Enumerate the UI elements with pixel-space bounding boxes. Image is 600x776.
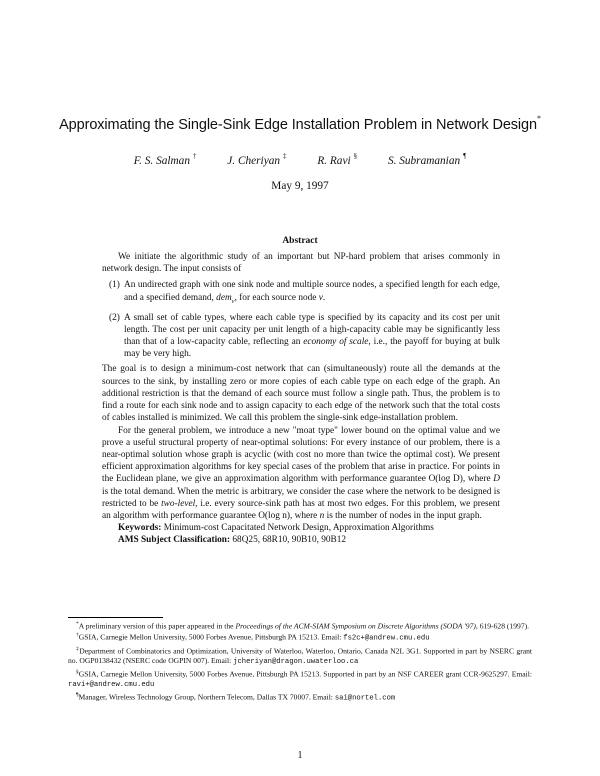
- abstract-intro: We initiate the algorithmic study of an important but NP-hard problem that arises commonly in network design. The input consists of: [102, 252, 500, 275]
- title-footnote-mark: *: [537, 114, 541, 123]
- abstract-goal-paragraph: The goal is to design a minimum-cost network that can (simultaneously) route all the demands at the sources to the sink, by installing zero or more copies of each cable type on each edge of the graph. An additional restriction is that the demand of each source must follow a single path. Thus, the problem is to find a route for each sink node and to assign capacity to each edge of the network such that the total costs of cables installed is minimized. We call this problem the single-sink edge-installation problem.: [102, 364, 500, 424]
- footnote: †GSIA, Carnegie Mellon University, 5000 Forbes Avenue, Pittsburgh PA 15213. Email: fs2c+@andrew.cmu.edu: [76, 632, 430, 643]
- author: F. S. Salman †: [133, 152, 197, 167]
- author: S. Subramanian ¶: [387, 152, 467, 167]
- abstract-body: [102, 251, 500, 547]
- ams-classification-line: AMS Subject Classification: 68Q25, 68R10, 90B10, 90B12: [118, 535, 347, 546]
- author: R. Ravi §: [317, 152, 358, 167]
- footnote: *A preliminary version of this paper appeared in the Proceedings of the ACM-SIAM Symposium on Discrete Algorithms (SODA '97), 619-628 (1997).: [76, 621, 530, 631]
- input-list-item: (1) An undirected graph with one sink node and multiple source nodes, a specified length for each edge, and a specified demand, dem$_v$, for each source node v.: [109, 280, 500, 305]
- abstract-heading: Abstract: [282, 236, 318, 246]
- email-link[interactable]: sai@nortel.com: [334, 694, 396, 703]
- footnote: §GSIA, Carnegie Mellon University, 5000 Forbes Avenue, Pittsburgh PA 15213. Supported in part by an NSF CAREER grant CCR-9625297. Email: ravi+@andrew.cmu.edu: [68, 668, 532, 690]
- paper-date: May 9, 1997: [271, 180, 329, 192]
- keywords-line: Keywords: Minimum-cost Capacitated Network Design, Approximation Algorithms: [118, 523, 434, 534]
- footnotes: [68, 620, 532, 704]
- footnote: ¶Manager, Wireless Technology Group, Northern Telecom, Dallas TX 70007. Email: sai@nortel.com: [76, 691, 396, 703]
- footnote-rule: [68, 617, 163, 618]
- abstract-results-paragraph: For the general problem, we introduce a new "moat type" lower bound on the optimal value and we prove a useful structural property of near-optimal solutions: For every instance of our problem, there is a near-optimal solution whose graph is acyclic (with cost no more than twice the optimal cost). We present efficient approximation algorithms for key special cases of the problem that arise in practice. For points in the Euclidean plane, we give an approximation algorithm with performance guarantee O(log D), where D is the total demand. When the metric is arbitrary, we consider the case where the network to be designed is restricted to be two-level, i.e. every source-sink path has at most two edges. For this problem, we present an algorithm with performance guarantee O(log n), where n is the number of nodes in the input graph.: [102, 425, 501, 521]
- input-list-item: (2) A small set of cable types, where each cable type is specified by its capacity and its cost per unit length. The cost per unit capacity per unit length of a high-capacity cable may be significantly less than that of a low-capacity cable, reflecting an economy of scale, i.e., the payoff for buying at bulk may be very high.: [109, 312, 500, 360]
- author-list: [0, 153, 600, 167]
- page-number: 1: [297, 750, 303, 761]
- paper-title: Approximating the Single-Sink Edge Installation Problem in Network Design*: [59, 114, 541, 133]
- email-link[interactable]: fs2c+@andrew.cmu.edu: [343, 634, 430, 643]
- footnote: ‡Department of Combinatorics and Optimization, University of Waterloo, Waterloo, Ontario, Canada N2L 3G1. Supported in part by NSERC grant no. OGP0138432 (NSERC code OGPIN 007). Email: jcheriyan@dragon.uwaterloo.ca: [68, 645, 533, 666]
- email-link[interactable]: jcheriyan@dragon.uwaterloo.ca: [233, 657, 359, 666]
- author: J. Cheriyan ‡: [227, 152, 287, 167]
- email-link[interactable]: ravi+@andrew.cmu.edu: [68, 681, 155, 690]
